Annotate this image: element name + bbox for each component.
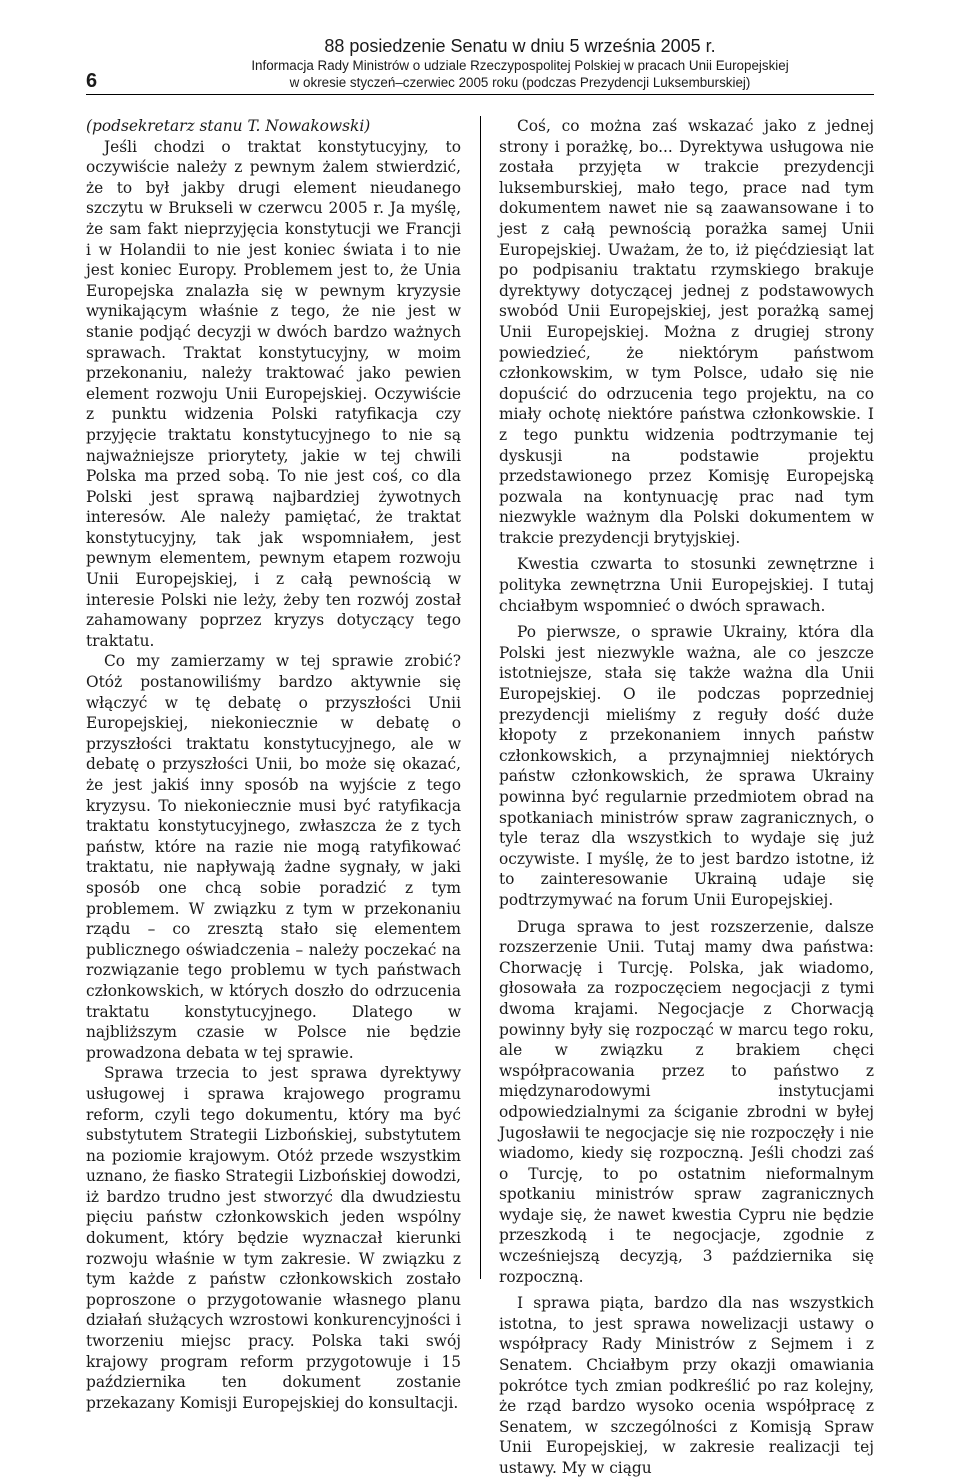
- paragraph: Coś, co można zaś wskazać jako z jednej strony i porażkę, bo... Dyrektywa usługowa nie została przyjęta w trakcie prezydencji luksemburskiej, mało tego, prace nad tym dokumentem nawet nie są zaawansowane i to jest z całą pewnością porażka samej Unii Europejskiej. Uważam, że to, iż pięćdziesiąt lat po podpisaniu traktatu rzymskiego brakuje dyrektywy dotyczącej jednej z podstawowych swobód Unii Europejskiej, jest porażką samej Unii Europejskiej. Można z drugiej strony powiedzieć, że niektórym państwom członkowskim, w tym Polsce, udało się nie dopuścić do odrzucenia tego projektu, na co miały ochotę niektóre państwa członkowskie. I z tego punktu widzenia podtrzymanie tej dyskusji na podstawie projektu przedstawionego przez Komisję Europejską pozwala na kontynuację prac nad tym niezwykle ważnym dla Polski dokumentem w trakcie prezydencji brytyjskiej.: [499, 117, 874, 547]
- header-subtitle-line2: w okresie styczeń–czerwiec 2005 roku (podczas Prezydencji Luksemburskiej): [289, 75, 751, 90]
- paragraph: Sprawa trzecia to jest sprawa dyrektywy usługowej i sprawa krajowego programu reform, czyli tego dokumentu, który ma być substytutem Strategii Lizbońskiej, substytutem na poziomie krajowym. Otóż przede wszystkim uznano, że fiasko Strategii Lizbońskiej dowodzi, iż bardzo trudno jest stworzyć dla dwudziestu pięciu państw członkowskich jeden wspólny dokument, który będzie wyznaczał kierunki rozwoju właśnie w tym zakresie. W związku z tym każde z państw członkowskich zostało poproszone o przygotowanie własnego planu działań służących wzrostowi konkurencyjności i tworzeniu miejsc pracy. Polska taki swój krajowy program reform przygotowuje i 15 października ten dokument zostanie przekazany Komisji Europejskiej do konsultacji.: [86, 1064, 461, 1412]
- paragraph: Druga sprawa to jest rozszerzenie, dalsze rozszerzenie Unii. Tutaj mamy dwa państwa: Chorwację i Turcję. Polska, jak wiadomo, głosowała za rozpoczęciem negocjacji z tymi dwoma krajami. Negocjacje z Chorwacją powinny były się rozpocząć w marcu tego roku, ale w związku z brakiem chęci współpracowania przez to państwo z międzynarodowymi instytucjami odpowiedzialnymi za ściganie zbrodni w byłej Jugosławii te negocjacje się nie rozpoczęły i nie wiadomo, kiedy się rozpoczną. Jeśli chodzi zaś o Turcję, to po ostatnim nieformalnym spotkaniu ministrów spraw zagranicznych wydaje się, że nawet kwestia Cypru nie będzie przeszkodą i te negocjacje, zgodnie z wcześniejszą decyzją, 3 października się rozpoczną.: [499, 917, 874, 1286]
- paragraph: Co my zamierzamy w tej sprawie zrobić? Otóż postanowiliśmy bardzo aktywnie się włączyć w tę debatę o przyszłości Unii Europejskiej, niekoniecznie w debatę o przyszłości traktatu konstytucyjnego, ale w debatę o przyszłości Unii, bo może się okazać, że jest jakiś inny sposób na wyjście z tego kryzysu. To niekoniecznie musi być ratyfikacja traktatu konstytucyjnego, zwłaszcza że z tych państw, które na razie nie mogą ratyfikować traktatu, nie napływają żadne sygnały, w jaki sposób one chcą sobie poradzić z tym problemem. W związku z tym w przekonaniu rządu – co zresztą stało się elementem publicznego oświadczenia – należy poczekać na rozwiązanie tego problemu w tych państwach członkowskich, w których doszło do odrzucenia traktatu konstytucyjnego. Dlatego w najbliższym czasie w Polsce nie będzie prowadzona debata w tej sprawie.: [86, 652, 461, 1062]
- page-header: [0, 0, 960, 96]
- right-column: [499, 116, 874, 1479]
- header-rule: [86, 94, 874, 95]
- header-title: 88 posiedzenie Senatu w dniu 5 września 2005 r.: [324, 36, 716, 56]
- paragraph: Kwestia czwarta to stosunki zewnętrzne i polityka zewnętrzna Unii Europejskiej. I tutaj chciałbym wspomnieć o dwóch sprawach.: [499, 555, 874, 615]
- paragraph: I sprawa piąta, bardzo dla nas wszystkich istotna, to jest sprawa nowelizacji ustawy o współpracy Rady Ministrów z Sejmem i z Senatem. Chciałbym przy okazji omawiania pokrótce tych zmian podkreślić po raz kolejny, że rząd bardzo wysoko ocenia współpracę z Senatem, w szczególności z Komisją Spraw Unii Europejskiej, w zakresie realizacji tej ustawy. My w ciągu: [499, 1294, 874, 1477]
- paragraph: Po pierwsze, o sprawie Ukrainy, która dla Polski jest niezwykle ważna, ale co jeszcze istotniejsze, stała się także ważna dla Unii Europejskiej. O ile podczas poprzedniej prezydencji mieliśmy z reguły dość duże kłopoty z przekonaniem innych państw członkowskich, a przynajmniej niektórych państw członkowskich, że sprawa Ukrainy powinna być regularnie przedmiotem obrad na spotkaniach ministrów spraw zagranicznych, o tyle teraz dla wszystkich to wydaje się już oczywiste. I myślę, że to jest bardzo istotne, iż to zainteresowanie Ukrainą udaje się podtrzymywać na forum Unii Europejskiej.: [499, 623, 874, 909]
- header-subtitle-line1: Informacja Rady Ministrów o udziale Rzeczypospolitej Polskiej w pracach Unii Europejskiej: [251, 58, 789, 73]
- paragraph: Jeśli chodzi o traktat konstytucyjny, to oczywiście należy z pewnym żalem stwierdzić, że to był jakby drugi element nieudanego szczytu w Brukseli w czerwcu 2005 r. Ja myślę, że sam fakt nieprzyjęcia konstytucji we Francji i w Holandii to nie jest koniec świata i to nie jest koniec Europy. Problemem jest to, że Unia Europejska znalazła się w pewnym kryzysie wynikającym właśnie z tego, że nie jest w stanie podjąć decyzji w dwóch bardzo ważnych sprawach. Traktat konstytucyjny, w moim przekonaniu, należy traktować jako pewien element rozwoju Unii Europejskiej. Oczywiście z punktu widzenia Polski ratyfikacja czy przyjęcie traktatu konstytucyjnego to nie są najważniejsze priorytety, jakie w tej chwili Polska ma przed sobą. To nie jest coś, co dla Polski jest sprawą najbardziej żywotnych interesów. Ale należy pamiętać, że traktat konstytucyjny, tak jak wspomniałem, jest pewnym elementem, pewnym etapem rozwoju Unii Europejskiej, i z całą pewnością w interesie Polski nie leży, żeby ten rozwój został zahamowany poprzez kryzys dotyczący tego traktatu.: [86, 137, 461, 650]
- page-number: 6: [86, 70, 98, 92]
- column-divider: [480, 116, 481, 1279]
- left-column: [86, 116, 461, 1413]
- speaker-label: (podsekretarz stanu T. Nowakowski): [86, 117, 371, 135]
